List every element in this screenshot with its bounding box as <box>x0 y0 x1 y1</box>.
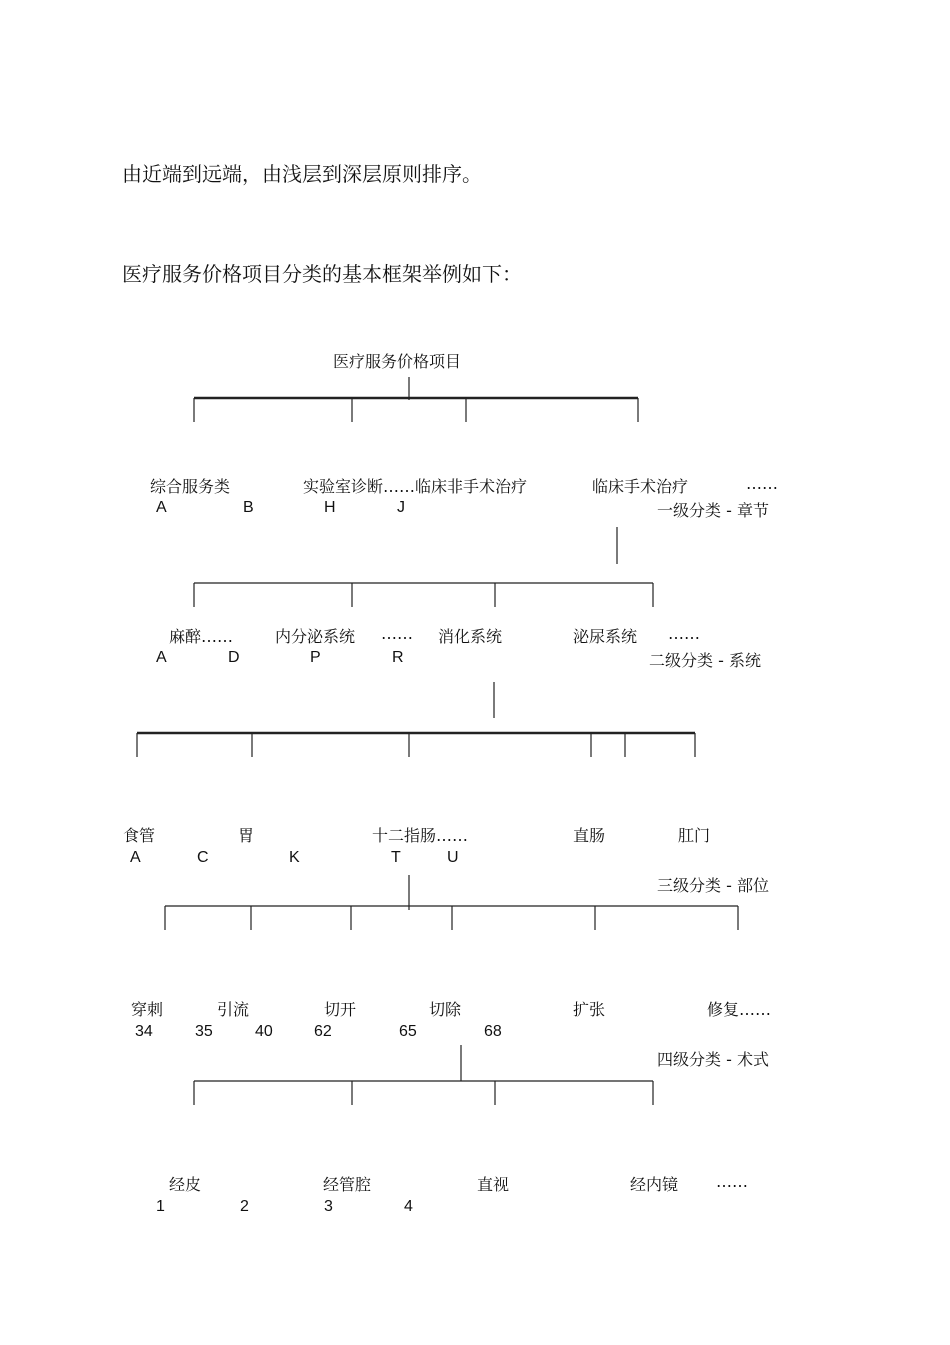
level4-code: 35 <box>195 1023 213 1040</box>
level5-item: …… <box>716 1172 748 1191</box>
level4-item: 切开 <box>324 1000 357 1019</box>
level4-item: 修复…… <box>707 1000 772 1019</box>
level5-item: 经皮 <box>169 1175 202 1194</box>
level4-item: 扩张 <box>573 1000 606 1019</box>
level1-item: 实验室诊断……临床非手术治疗 <box>303 477 528 496</box>
level4-code: 40 <box>255 1023 273 1040</box>
level4-code: 62 <box>314 1023 332 1040</box>
level3-code: T <box>391 849 401 866</box>
framework-paragraph: 医疗服务价格项目分类的基本框架举例如下： <box>122 262 522 286</box>
level3-code: U <box>447 849 459 866</box>
intro-paragraph: 由近端到远端，由浅层到深层原则排序。 <box>122 162 482 186</box>
level3-item: 直肠 <box>573 826 606 845</box>
level4-item: 切除 <box>429 1000 462 1019</box>
level3-item: 胃 <box>238 826 255 845</box>
level5-item: 直视 <box>477 1175 510 1194</box>
level2-code: A <box>156 649 167 666</box>
level2-caption: 二级分类 - 系统 <box>649 651 761 670</box>
level3-code: C <box>197 849 209 866</box>
level4-caption: 四级分类 - 术式 <box>657 1050 769 1069</box>
level5-item: 经内镜 <box>630 1175 679 1194</box>
level5-code: 1 <box>156 1198 165 1215</box>
level2-item: 麻醉…… <box>169 627 234 646</box>
level1-code: A <box>156 499 167 516</box>
level1-code: B <box>243 499 254 516</box>
level3-item: 十二指肠…… <box>372 826 469 845</box>
level2-item: 内分泌系统 <box>275 627 356 646</box>
level3-code: K <box>289 849 300 866</box>
level4-item: 引流 <box>217 1000 250 1019</box>
level4-code: 34 <box>135 1023 153 1040</box>
level2-item: …… <box>381 624 413 643</box>
level1-item: 综合服务类 <box>150 477 231 496</box>
level5-code: 3 <box>324 1198 333 1215</box>
level2-item: 泌尿系统 <box>573 627 638 646</box>
level3-caption: 三级分类 - 部位 <box>657 876 769 895</box>
level3-code: A <box>130 849 141 866</box>
level5-code: 4 <box>404 1198 413 1215</box>
level4-item: 穿刺 <box>131 1000 164 1019</box>
level2-code: D <box>228 649 240 666</box>
level1-code: H <box>324 499 336 516</box>
level2-item: …… <box>668 624 700 643</box>
level3-item: 食管 <box>123 826 156 845</box>
level1-item: 临床手术治疗 <box>592 477 689 496</box>
level2-item: 消化系统 <box>438 627 503 646</box>
level1-caption: 一级分类 - 章节 <box>657 501 769 520</box>
level3-item: 肛门 <box>678 826 711 845</box>
level1-code: J <box>397 499 405 516</box>
level1-item: …… <box>746 474 778 493</box>
level2-code: P <box>310 649 321 666</box>
level2-code: R <box>392 649 404 666</box>
level5-code: 2 <box>240 1198 249 1215</box>
level4-code: 65 <box>399 1023 417 1040</box>
level5-item: 经管腔 <box>323 1175 372 1194</box>
tree-root-label: 医疗服务价格项目 <box>333 352 462 371</box>
level4-code: 68 <box>484 1023 502 1040</box>
